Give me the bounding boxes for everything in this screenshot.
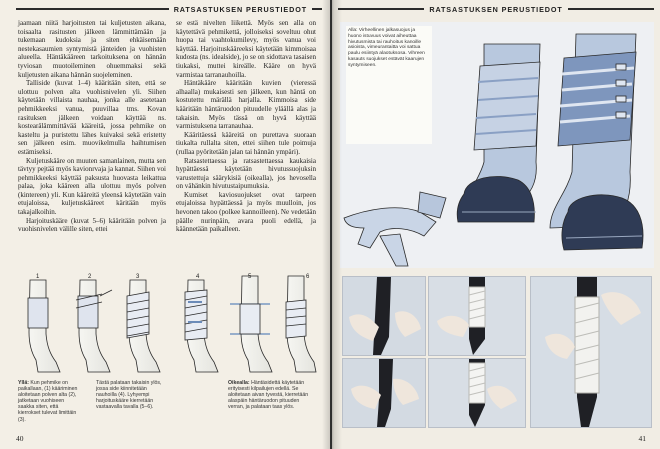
- caption-right: [228, 380, 316, 410]
- caption-above: [18, 380, 78, 423]
- header-rule: [568, 8, 654, 10]
- left-header-text: RATSASTUKSEN PERUSTIEDOT: [173, 4, 307, 14]
- tail-photo-2: [428, 276, 526, 356]
- protective-boots-illustration: [340, 22, 654, 268]
- caption-text: Häntäsidettä käytetään erityisesti kilpailujen edellä. Se aloitetaan aivan tyvestä, kierretään alaspäin häntäruodon pituuden verran, ja palataan taas ylös.: [228, 380, 309, 411]
- step-label: 3: [136, 274, 140, 280]
- left-running-header: [16, 4, 322, 14]
- paragraph: Kumiset kaviosuojukset ovat tarpeen etujaloissa hypättäessä ja myös muulloin, jos hevonen takoo (polkee kannoilleen). Ne vedetään päälle nurinpäin, avara puoli edellä, ja käännetään paikalleen.: [176, 190, 316, 234]
- right-running-header: [338, 4, 654, 14]
- paragraph: jaamaan niitä harjoitusten tai kuljetusten aikana, toisaalta rasitusten jälkeen lämmittämään ja tukemaan kudoksia ja siten ehkäisemään nestekasaumien syntymistä jänteiden ja vuohisten alueella. Häntäkääreen tarkoituksena on hännän tyviosan muotoileminen ohuemmaksi sekä kuljetusten aikana hännän suojeleminen.: [18, 19, 166, 79]
- paragraph: Harjoituskääre (kuvat 5–6) kääritään polven ja vuohisnivelen välille siten, ettei: [18, 216, 166, 234]
- header-rule: [338, 8, 424, 10]
- left-column-2: [176, 19, 316, 234]
- book-gutter-shadow: [322, 0, 342, 449]
- bandaging-steps-illustration: [16, 272, 318, 380]
- step-label: 1: [36, 274, 40, 280]
- left-column-1: [18, 19, 166, 234]
- caption-label: Oikealla:: [228, 380, 250, 386]
- header-rule: [16, 8, 169, 10]
- step-label: 5: [248, 274, 252, 280]
- paragraph: Häntäkääre kääritään kuvien (vieressä alhaalla) mukaisesti sen jälkeen, kun häntä on kostutettu märällä harjalla. Kimmoisa side kääritään häntäruodon pituudelle yläällä alas ja takaisin. Myös tässä on hyvä käyttää varmistuksena tarranauhaa.: [176, 79, 316, 131]
- left-page-number: 40: [16, 434, 24, 443]
- step-label: 4: [196, 274, 200, 280]
- padding-wrap: [28, 298, 48, 328]
- paragraph: se estä nivelten liikettä. Myös sen alla on käytettävä pehmikettä, jolloiseksi soveltuu ohut huopa tai vaahtokumilevy, myös vanua voi käyttää. Harjoituskääreeksi käytetään kimmoisaa kudosta (ns. idealside), jo se on sidottava tasaisen tiukaksi, muttei kireälle. Kääre on hyvä varmistaa tarranauhoilla.: [176, 19, 316, 79]
- paragraph: Kääritäessä kääreitä on purettava suoraan tiukalta rullalta siten, ettei siihen tule poimuja (rullaa pyöritetään jalan tai hännän ympäri).: [176, 130, 316, 156]
- caption-text: Tästä palataan takaisin ylös, jossa side kiinnitetään nauhoilla (4). Lyhyempi harjoituskääre kierretään vastaavalla tavalla (5–6).: [96, 380, 162, 411]
- caption-label: Yllä:: [18, 380, 29, 386]
- caption-middle: [96, 380, 168, 410]
- step-label: 6: [306, 274, 310, 280]
- paragraph: Talliside (kuvat 1–4) kääritään siten, että se ulottuu polven alta vuohisnivelen yli. Siihen käytetään villaista nauhaa, jonka alle asetetaan pehmikkeeksi vanua, puuvillaa tms. Kovan rasituksen jälkeen voidaan käyttää ns. kostearälämmittävää kääreitä, jossa pehmike on kasteltu ja puristettu lähes kuivaksi sekä eristetty sen jälkeen esim. muovikelmulla haihtumisen estämiseksi.: [18, 79, 166, 156]
- paragraph: Ratsastettaessa ja ratsastettaessa kaukaisia hypättäessä käytetään hivutussuojuksin varustettuja säärykisiä (oikealla), jos hevosella on vähänkin hivutustaipumuksia.: [176, 156, 316, 191]
- right-page-number: 41: [638, 434, 646, 443]
- tail-photo-5: [530, 276, 652, 428]
- inset-caption-box: [346, 26, 432, 144]
- right-page: [332, 0, 660, 449]
- tail-photo-3: [342, 358, 426, 428]
- bell-boot: [562, 195, 643, 250]
- tail-photo-1: [342, 276, 426, 356]
- step-label: 2: [88, 274, 92, 280]
- paragraph: Kuljetuskääre on muuten samanlainen, mutta sen tävtyy pejtää myös kavionrvaja ja kannat. Siihen voi pehmikkeeksi käyttää paksusta huovasta leikattua palaa, joka kääreen alla ulottuu myös polven (kintereen) yli. Kun kääreitä yleensä käytetään vain etujaloissa, kuljetuskääreet käritään myös takajalkoihin.: [18, 156, 166, 217]
- tail-photo-4: [428, 358, 526, 428]
- inset-caption: Alla: Virheellinen jalkasuojus ja huono istuvuus voivat aiheuttaa hivutusmista tai rauhoitus kanoille asioista, vimeurantaitta voi sattua paulu esiintyä alaotuksosa. Vihreen kasauts suojukset estävät kaarujen syntymiseen.: [348, 28, 425, 68]
- header-rule: [312, 8, 322, 10]
- caption-text: Kun pehmike on paikallaan, (1) kääriminen aloitetaan polven alta (2), jatketaan vuohiseen saakka siten, että kierrokset tulevat limittäin (3).: [18, 380, 78, 423]
- right-header-text: RATSASTUKSEN PERUSTIEDOT: [429, 4, 563, 14]
